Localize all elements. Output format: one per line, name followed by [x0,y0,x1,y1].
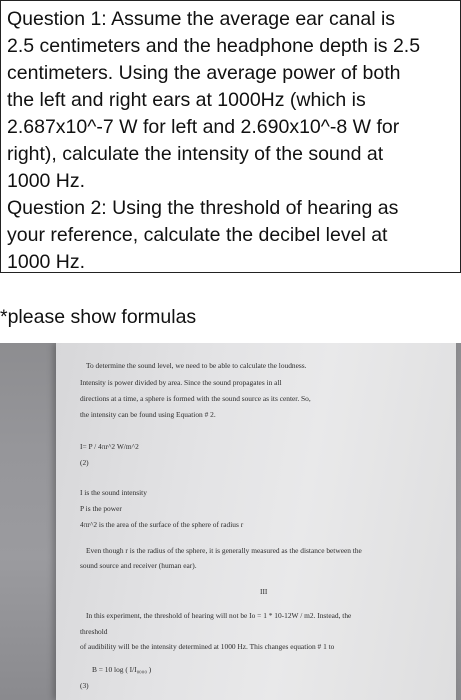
question-line: the left and right ears at 1000Hz (which is [7,89,366,111]
question-line: centimeters. Using the average power of both [7,62,401,84]
section-marker: III [260,587,268,596]
paper-line: I is the sound intensity [80,488,147,497]
paper-line: sound source and receiver (human ear). [80,561,197,570]
paper-line: Even though r is the radius of the sphere, it is generally measured as the distance between the [86,546,362,555]
paper-line: the intensity can be found using Equation # 2. [80,410,216,419]
question-line: 1000 Hz. [7,251,86,273]
note-text: *please show formulas [0,306,197,328]
equation-number: (2) [80,458,89,467]
paper-page [56,343,456,700]
question-card [0,0,461,273]
question-line: your reference, calculate the decibel level at [7,224,388,246]
question-line: Question 2: Using the threshold of hearing as [7,197,399,219]
paper-line: Intensity is power divided by area. Since the sound propagates in all [80,378,282,387]
paper-line: To determine the sound level, we need to be able to calculate the loudness. [86,361,307,370]
question-line: right), calculate the intensity of the sound at [7,143,384,165]
formula-line: I= P / 4πr^2 W/m^2 [80,442,139,451]
paper-line: directions at a time, a sphere is formed with the sound source as its center. So, [80,394,311,403]
paper-line: threshold [80,627,108,636]
question-line: 2.687x10^-7 W for left and 2.690x10^-8 W for [7,116,400,138]
paper-line: of audibility will be the intensity determined at 1000 Hz. This changes equation # 1 to [80,642,335,651]
question-line: 2.5 centimeters and the headphone depth is 2.5 [7,35,421,57]
paper-line: P is the power [80,504,122,513]
paper-line: 4πr^2 is the area of the surface of the sphere of radius r [80,520,244,529]
equation-number: (3) [80,681,89,690]
formula-line: B = 10 log ( I/I₀₀₀₀ ) [92,665,152,674]
question-line: Question 1: Assume the average ear canal is [7,8,396,30]
question-line: 1000 Hz. [7,170,86,192]
textbook-photo [0,343,461,700]
paper-line: In this experiment, the threshold of hearing will not be Io = 1 * 10-12W / m2. Instead, the [86,611,352,620]
